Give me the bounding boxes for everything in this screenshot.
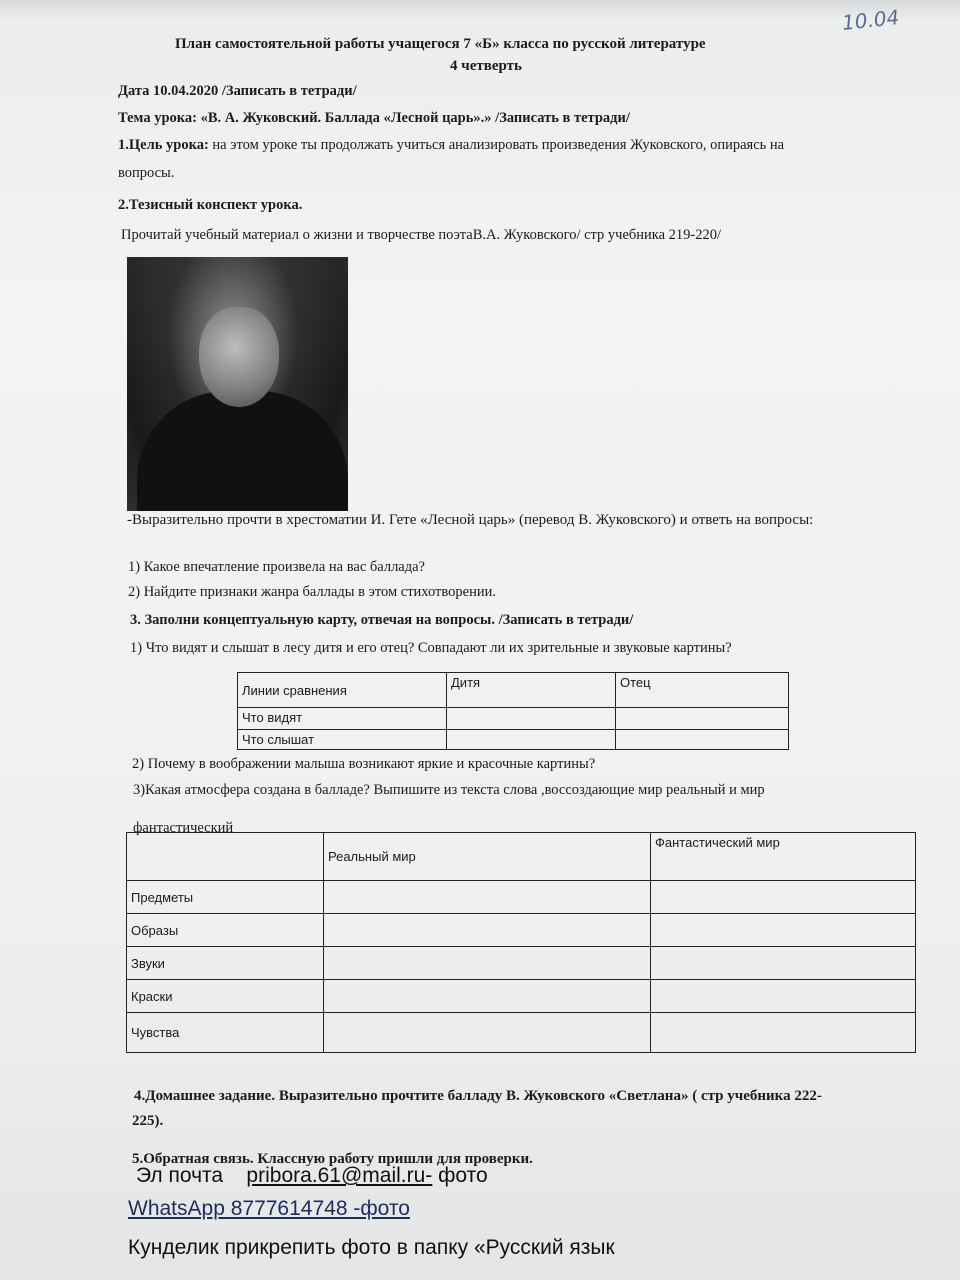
date-line: Дата 10.04.2020 /Записать в тетради/ [118, 83, 357, 99]
table2-cell[interactable] [651, 980, 916, 1013]
section2-title: 2.Тезисный конспект урока. [118, 197, 303, 213]
table1-cell[interactable] [447, 730, 616, 750]
whatsapp-contact[interactable]: WhatsApp 8777614748 -фото [128, 1197, 410, 1220]
table1-cell[interactable] [447, 708, 616, 730]
section3-q3: 3)Какая атмосфера создана в балладе? Выпишите из текста слова ,воссоздающие мир реальный и мир [133, 782, 765, 798]
table2-cell[interactable] [651, 881, 916, 914]
homework-cont: 225). [132, 1113, 164, 1129]
table1-header: Дитя [447, 673, 616, 708]
table2-cell[interactable] [651, 947, 916, 980]
goal-text-cont: вопросы. [118, 165, 175, 181]
table1-header: Отец [616, 673, 789, 708]
topic-line: Тема урока: «В. А. Жуковский. Баллада «Лесной царь».» /Записать в тетради/ [118, 110, 630, 126]
table2-row-label: Чувства [127, 1013, 324, 1053]
table1-row-label: Что слышат [238, 730, 447, 750]
table2-row-label: Образы [127, 914, 324, 947]
question-2: 2) Найдите признаки жанра баллады в этом стихотворении. [128, 584, 496, 600]
table2-cell[interactable] [651, 914, 916, 947]
section3-title: 3. Заполни концептуальную карту, отвечая на вопросы. /Записать в тетради/ [130, 612, 634, 628]
table2-row-label: Краски [127, 980, 324, 1013]
email-link[interactable]: pribora.61@mail.ru- [246, 1164, 433, 1187]
table2-header: Фантастический мир [651, 833, 916, 881]
table2-header: Реальный мир [324, 833, 651, 881]
handwritten-date: 10.04 [840, 5, 901, 35]
table1-cell[interactable] [616, 708, 789, 730]
goal-label: 1.Цель урока: [118, 137, 209, 153]
homework: 4.Домашнее задание. Выразительно прочтите балладу В. Жуковского «Светлана» ( стр учебника 222- [134, 1088, 822, 1104]
email-label: Эл почта [136, 1164, 224, 1187]
comparison-table [237, 672, 789, 750]
worlds-table [126, 832, 916, 1053]
section3-q3-cont: фантастический [133, 820, 234, 836]
table2-cell[interactable] [324, 980, 651, 1013]
table2-cell[interactable] [651, 1013, 916, 1053]
reading-task: -Выразительно прочти в хрестоматии И. Гете «Лесной царь» (перевод В. Жуковского) и ответь на вопросы: [127, 512, 814, 528]
section3-q2: 2) Почему в воображении малыша возникают яркие и красочные картины? [132, 756, 596, 772]
page-title: План самостоятельной работы учащегося 7 «Б» класса по русской литературе [175, 36, 706, 52]
kundelik-instruction: Кунделик прикрепить фото в папку «Русский язык [128, 1236, 615, 1259]
table2-row-label: Звуки [127, 947, 324, 980]
table2-cell[interactable] [324, 1013, 651, 1053]
table1-cell[interactable] [616, 730, 789, 750]
table1-header: Линии сравнения [238, 673, 447, 708]
quarter-label: 4 четверть [450, 58, 522, 74]
goal-text: на этом уроке ты продолжать учиться анализировать произведения Жуковского, опираясь на [208, 137, 785, 153]
table2-cell[interactable] [324, 881, 651, 914]
section3-q1: 1) Что видят и слышат в лесу дитя и его отец? Совпадают ли их зрительные и звуковые картины? [130, 640, 732, 656]
table2-cell[interactable] [324, 914, 651, 947]
table1-row-label: Что видят [238, 708, 447, 730]
email-suffix: фото [432, 1164, 488, 1187]
feedback: 5.Обратная связь. Классную работу пришли для проверки. [132, 1151, 533, 1167]
read-instruction: Прочитай учебный материал о жизни и творчестве поэтаВ.А. Жуковского/ стр учебника 219-220/ [121, 227, 722, 243]
question-1: 1) Какое впечатление произвела на вас баллада? [128, 559, 425, 575]
table2-cell[interactable] [324, 947, 651, 980]
table2-row-label: Предметы [127, 881, 324, 914]
table2-header [127, 833, 324, 881]
zhukovsky-portrait [127, 257, 348, 511]
